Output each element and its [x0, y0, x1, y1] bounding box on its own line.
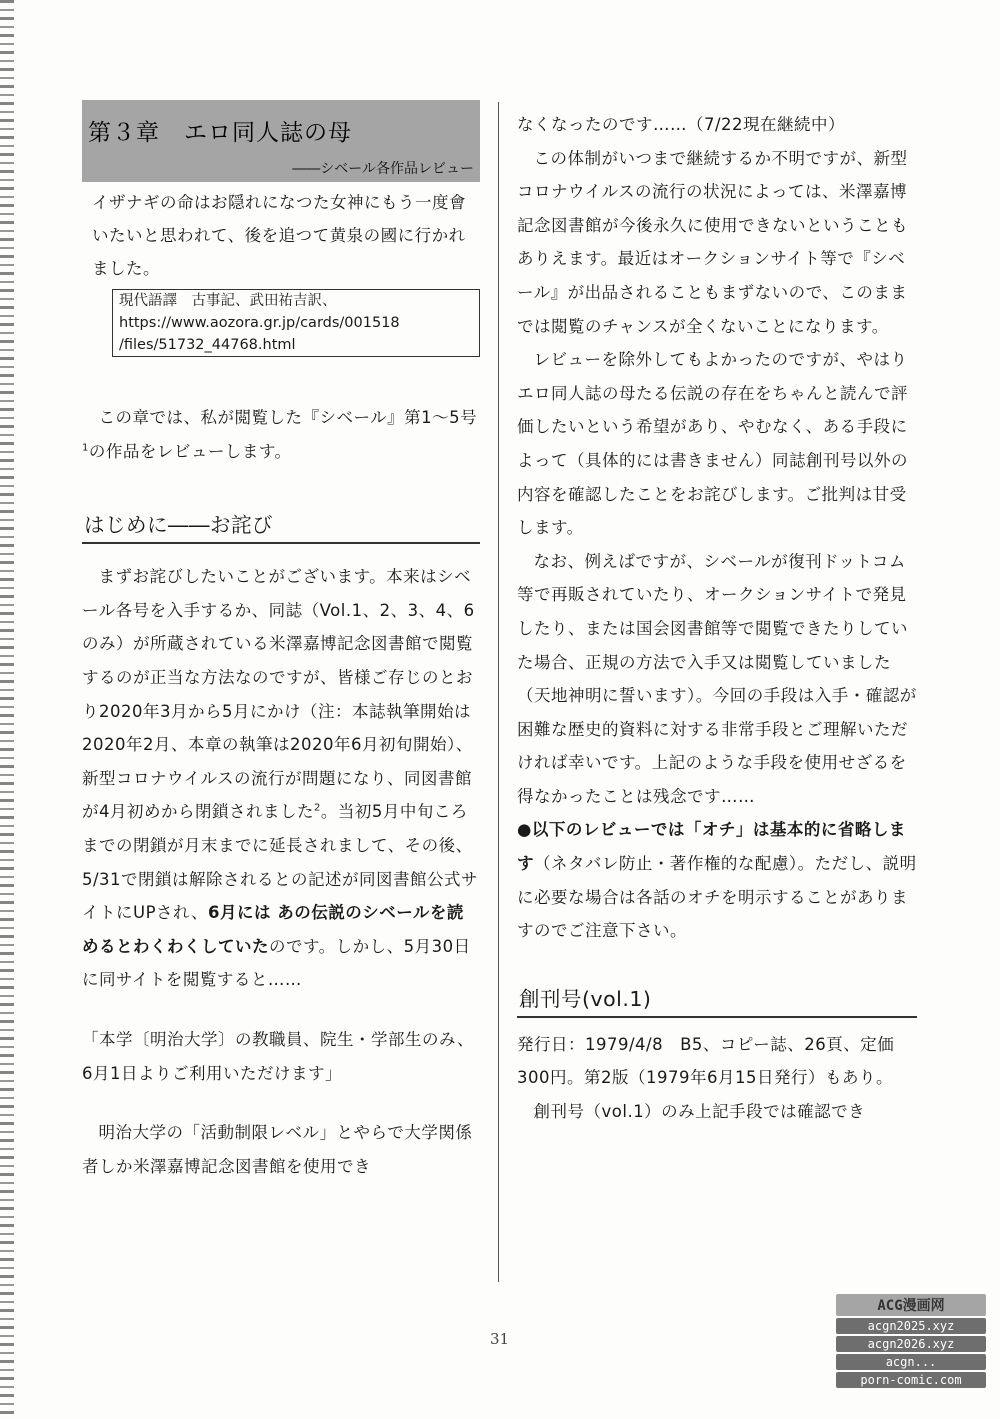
site-watermark	[836, 1292, 986, 1390]
vol1-paragraph: 創刊号（vol.1）のみ上記手段では確認でき	[533, 1102, 866, 1122]
library-notice-quote: 「本学〔明治大学〕の教職員、院生・学部生のみ、6月1日よりご利用いただけます」	[82, 1029, 474, 1083]
watermark-url: acgn...	[836, 1354, 986, 1370]
meiji-paragraph: 明治大学の「活動制限レベル」とやらで大学関係者しか米澤嘉博記念図書館を使用でき	[82, 1123, 473, 1176]
chapter-title: 第３章 エロ同人誌の母	[88, 120, 352, 146]
paragraph-apology-means: レビューを除外してもよかったのですが、やはりエロ同人誌の母たる伝説の存在をちゃんと読んで評価したいという希望があり、やむなく、ある手段によって（具体的には書きません）同誌創刊号以外の内容を確認したことをお詫びします。ご批判は甘受します。	[517, 350, 908, 538]
apology-paragraph: まずお詫びしたいことがございます。本来はシベール各号を入手するか、同誌（Vol.1、2、3、4、6のみ）が所蔵されている米澤嘉博記念図書館で閲覧するのが正当な方法なのですが、皆様ご存じのとおり2020年3月から5月にかけ（注：本誌執筆開始は2020年2月、本章の執筆は2020年6月初旬開始）、新型コロナウイルスの流行が問題になり、同図書館が4月初めから閉鎖されました$^2$。当初5月中旬ころまでの閉鎖が月末までに延長されまして、その後、5/31で閉鎖は解除されるとの記述が同図書館公式サイトにUPされ、6月には あの伝説のシベールを読めるとわくわくしていたのです。しかし、5月30日に同サイトを閲覧すると……	[82, 567, 479, 990]
watermark-url: acgn2026.xyz	[836, 1336, 986, 1352]
watermark-url: porn-comic.com	[836, 1372, 986, 1388]
intro-paragraph: この章では、私が閲覧した『シベール』第1～5号$^1$の作品をレビューします。	[82, 408, 478, 461]
citation-line: /files/51732_44768.html	[119, 337, 296, 353]
epigraph-text: イザナギの命はお隠れになつた女神にもう一度會いたいと思われて、後を追つて黄泉の國に行かれました。	[92, 193, 466, 278]
citation-line: 現代語譯 古事記、武田祐吉訳、	[119, 293, 337, 309]
vol1-publication-info: 発行日：1979/4/8 B5、コピー誌、26頁、定価300円。第2版（1979年6月15日発行）もあり。	[517, 1034, 895, 1088]
citation-line: https://www.aozora.gr.jp/cards/001518	[119, 315, 400, 331]
section-heading-vol1: 創刊号(vol.1)	[517, 982, 917, 1018]
watermark-logo: ACG漫画网	[836, 1294, 986, 1316]
chapter-header	[82, 100, 480, 182]
watermark-url: acgn2025.xyz	[836, 1318, 986, 1334]
page-number: 31	[490, 1330, 510, 1348]
paragraph-spoiler-note: ●以下のレビューでは「オチ」は基本的に省略します（ネタバレ防止・著作権的な配慮）。ただし、説明に必要な場合は各話のオチを明示することがありますのでご注意下さい。	[517, 820, 917, 941]
footnote-ref: 1	[82, 442, 89, 454]
column-divider	[498, 102, 499, 1282]
paragraph-uncertainty: この体制がいつまで継続するか不明ですが、新型コロナウイルスの流行の状況によっては、米澤嘉博記念図書館が今後永久に使用できないということもありえます。最近はオークションサイト等で『シベール』が出品されることもまずないので、このままでは閲覧のチャンスが全くないことになります。	[517, 148, 908, 336]
page-edge-binding	[0, 0, 14, 1419]
left-column	[82, 100, 480, 1183]
footnote-ref: 2	[314, 802, 321, 814]
section-heading-apology: はじめに――お詫び	[82, 508, 480, 544]
paragraph-oath: なお、例えばですが、シベールが復刊ドットコム等で再販されていたり、オークションサイトで発見したり、または国会図書館等で閲覧できたりしていた場合、正規の方法で入手又は閲覧していました（天地神明に誓います）。今回の手段は入手・確認が困難な歴史的資料に対する非常手段とご理解いただければ幸いです。上記のような手段を使用せざるを得なかったことは残念です……	[517, 551, 917, 806]
epigraph-citation	[112, 289, 480, 357]
continued-paragraph: なくなったのです……（7/22現在継続中）	[517, 115, 846, 134]
right-column	[517, 108, 917, 1129]
chapter-subtitle: ――シベール各作品レビュー	[292, 161, 474, 177]
